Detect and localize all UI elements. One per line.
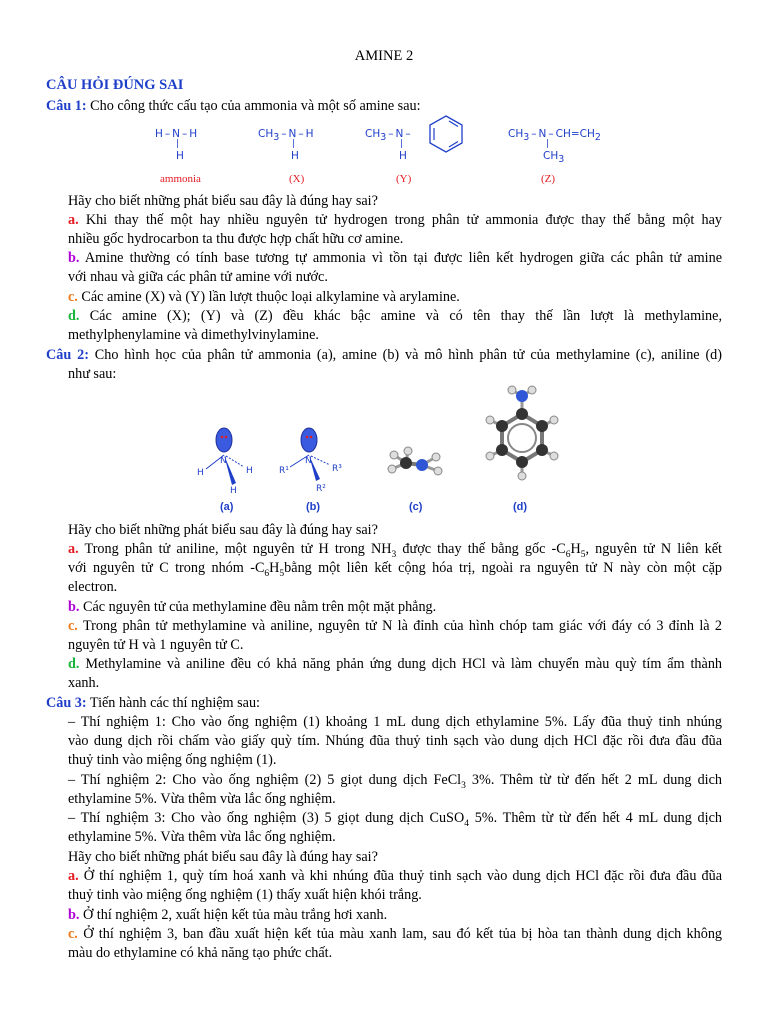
label-x: (X)	[289, 173, 305, 185]
q3-option-a-cont: thuỷ tinh vào miệng ống nghiệm (1) thấy xuất hiện khói trắng.	[68, 887, 422, 903]
q3-option-c-cont: màu do ethylamine có khả năng tạo phức chất.	[68, 945, 333, 961]
q3-experiment-1: – Thí nghiệm 1: Cho vào ống nghiệm (1) khoảng 1 mL dung dịch ethylamine 5%. Lấy đũa thuỷ tinh nhúng	[68, 714, 722, 730]
q3-experiment-2: – Thí nghiệm 2: Cho vào ống nghiệm (2) 5 giọt dung dịch FeCl$_3$ 3%. Thêm từ từ đến hết 2 mL dung dich	[68, 772, 722, 791]
q3-experiment-2-cont: ethylamine 5%. Vừa thêm vừa lắc ống nghiệm.	[68, 791, 336, 807]
q1-option-a-cont: nhiều gốc hydrocarbon ta thu được hợp chất hữu cơ amine.	[68, 231, 404, 247]
q3-experiment-3-cont: ethylamine 5%. Vừa thêm vừa lắc ống nghiệm.	[68, 829, 336, 845]
figure-label-b: (b)	[306, 501, 321, 513]
svg-text:R³: R³	[332, 464, 342, 474]
svg-text:R²: R²	[316, 484, 326, 494]
q2-option-c: c. Trong phân tử methylamine và aniline, nguyên tử N là đỉnh của hình chóp tam giác với đáy có 3 đỉnh là 2	[68, 618, 722, 634]
question-3: Câu 3: Tiến hành các thí nghiệm sau:	[46, 695, 260, 711]
label-z: (Z)	[541, 173, 556, 185]
document-title: AMINE 2	[354, 48, 414, 64]
q1-option-c: c. Các amine (X) và (Y) lần lượt thuộc loại alkylamine và arylamine.	[68, 289, 460, 305]
question-2: Câu 2: Cho hình học của phân tử ammonia (a), amine (b) và mô hình phân tử của methylamine (c), aniline (d)	[46, 347, 722, 363]
svg-text:N: N	[220, 456, 227, 466]
q1-prompt: Hãy cho biết những phát biểu sau đây là đúng hay sai?	[68, 193, 378, 209]
amine-geometry-figure	[276, 425, 356, 495]
benzene-ring-icon	[426, 114, 466, 154]
q1-option-d-cont: methylphenylamine và dimethylvinylamine.	[68, 327, 319, 343]
q3-experiment-1-cont2: thuỷ tinh vào miệng ống nghiệm (1).	[68, 752, 277, 768]
figure-label-d: (d)	[513, 501, 528, 513]
question-1-label: Câu 1:	[46, 98, 87, 114]
question-3-label: Câu 3:	[46, 695, 87, 711]
section-heading: CÂU HỎI ĐÚNG SAI	[46, 77, 184, 93]
q3-prompt: Hãy cho biết những phát biểu sau đây là đúng hay sai?	[68, 849, 378, 865]
methylamine-model-figure	[384, 445, 448, 481]
q2-option-a-cont2: electron.	[68, 579, 118, 595]
svg-text:H: H	[230, 486, 237, 496]
q2-option-c-cont: nguyên tử H và 1 nguyên tử C.	[68, 637, 244, 653]
q2-option-d: d. Methylamine và aniline đều có khả năng phản ứng dung dịch HCl và làm chuyển màu quỳ tím ẩm thành	[68, 656, 723, 672]
q3-option-c: c. Ở thí nghiệm 3, ban đầu xuất hiện kết tủa màu xanh lam, sau đó kết tủa bị hòa tan thành dung dịch không	[68, 926, 723, 942]
q2-option-a: a. Trong phân tử aniline, một nguyên tử H trong $NH_3$ được thay thế bằng gốc $-C_6H_5$, nguyên tử N liên kết	[68, 541, 722, 560]
ammonia-geometry-figure	[190, 425, 260, 495]
figure-label-a: (a)	[220, 501, 234, 513]
q3-option-b: b. Ở thí nghiệm 2, xuất hiện kết tủa màu trắng hơi xanh.	[68, 907, 388, 923]
figure-label-c: (c)	[409, 501, 423, 513]
question-1	[46, 97, 722, 116]
svg-text:N: N	[305, 456, 312, 466]
question-2-cont: như sau:	[68, 366, 117, 382]
document-page: AMINE 2 CÂU HỎI ĐÚNG SAI Câu 1: Cho công thức cấu tạo của ammonia và một số amine sau: H – N – H | H ammonia $CH_3$ – N – H | H (X) $CH_3$ – N – | H (Y) $CH_3 - N - CH=CH_2$ | $CH_3$ (Z) Hãy cho biết những phát biểu sau đây là đúng hay sai? a. Khi thay thế một hay nhiều nguyên tử hydrogen trong phân tử ammonia được thay thế bằng một hay nhiều gốc hydrocarbon ta thu được hợp chất hữu cơ amine. b. Amine thường có tính base tương tự ammonia vì tồn tại được liên kết hydrogen giữa các phân tử amine với nhau và giữa các phân tử amine với nước. c. Các amine (X) và (Y) lần lượt thuộc loại alkylamine và arylamine. d. Các amine (X); (Y) và (Z) đều khác bậc amine và có tên thay thế lần lượt là methylamine, methylphenylamine và dimethylvinylamine. Câu 2: Cho hình học của phân tử ammonia (a), amine (b) và mô hình phân tử của methylamine (c), aniline (d) như sau: N H H H N R¹ R³ R² (a) (b) (c) (d) Hãy cho biết những phát biểu sau đây là đúng hay sai? a. Trong phân tử aniline, một nguyên tử H trong $NH_3$ được thay thế bằng gốc $-C_6H_5$, nguyên tử N liên kết với nguyên tử C trong nhóm $-C_6H_5bằng$ một liên kết cộng hóa trị, ngoài ra nguyên tử N này còn một cặp electron. b. Các nguyên tử của methylamine đều nằm trên một mặt phẳng. c. Trong phân tử methylamine và aniline, nguyên tử N là đỉnh của hình chóp tam giác với đáy có 3 đỉnh là 2 nguyên tử H và 1 nguyên tử C. d. Methylamine và aniline đều có khả năng phản ứng dung dịch HCl và làm chuyển màu quỳ tím ẩm thành xanh. Câu 3: Tiến hành các thí nghiệm sau: – Thí nghiệm 1: Cho vào ống nghiệm (1) khoảng 1 mL dung dịch ethylamine 5%. Lấy đũa thuỷ tinh nhúng vào dung dịch rồi chấm vào giấy quỳ tím. Nhúng đũa thuỷ tinh sạch vào dung dịch HCl đặc rồi đưa đầu đũa thuỷ tinh vào miệng ống nghiệm (1). – Thí nghiệm 2: Cho vào ống nghiệm (2) 5 giọt dung dịch FeCl$_3$ 3%. Thêm từ từ đến hết 2 mL dung dich ethylamine 5%. Vừa thêm vừa lắc ống nghiệm. – Thí nghiệm 3: Cho vào ống nghiệm (3) 5 giọt dung dịch CuSO$_4$ 5%. Thêm từ từ đến hết 4 mL dung dịch ethylamine 5%. Vừa thêm vừa lắc ống nghiệm. Hãy cho biết những phát biểu sau đây là đúng hay sai? a. Ở thí nghiệm 1, quỳ tím hoá xanh và khi nhúng đũa thuỷ tinh sạch vào dung dịch HCl đặc rồi đưa đầu đũa thuỷ tinh vào miệng ống nghiệm (1) thấy xuất hiện khói trắng. b. Ở thí nghiệm 2, xuất hiện kết tủa màu trắng hơi xanh. c. Ở thí nghiệm 3, ban đầu xuất hiện kết tủa màu xanh lam, sau đó kết tủa bị hòa tan thành dung dịch không màu do ethylamine có khả năng tạo phức chất.	[0, 0, 768, 1024]
q1-option-a: a. Khi thay thế một hay nhiều nguyên tử hydrogen trong phân tử ammonia được thay thế bằng một hay	[68, 212, 722, 228]
svg-text:H: H	[197, 468, 204, 478]
question-2-label: Câu 2:	[46, 347, 89, 363]
aniline-model-figure	[482, 384, 562, 496]
q2-prompt: Hãy cho biết những phát biểu sau đây là đúng hay sai?	[68, 522, 378, 538]
q3-option-a: a. Ở thí nghiệm 1, quỳ tím hoá xanh và khi nhúng đũa thuỷ tinh sạch vào dung dịch HCl đặc rồi đưa đầu đũa	[68, 868, 723, 884]
q2-option-b: b. Các nguyên tử của methylamine đều nằm trên một mặt phẳng.	[68, 599, 437, 615]
q2-option-d-cont: xanh.	[68, 675, 100, 691]
q3-experiment-3: – Thí nghiệm 3: Cho vào ống nghiệm (3) 5 giọt dung dịch CuSO$_4$ 5%. Thêm từ từ đến hết 4 mL dung dịch	[68, 810, 722, 829]
q1-option-d: d. Các amine (X); (Y) và (Z) đều khác bậc amine và có tên thay thế lần lượt là methylamine,	[68, 308, 722, 324]
label-y: (Y)	[396, 173, 412, 185]
label-ammonia: ammonia	[160, 173, 201, 185]
svg-text:R¹: R¹	[279, 466, 289, 476]
q1-option-b-cont: với nhau và giữa các phân tử amine với nước.	[68, 269, 328, 285]
q3-experiment-1-cont: vào dung dịch rồi chấm vào giấy quỳ tím. Nhúng đũa thuỷ tinh sạch vào dung dịch HCl đặc rồi đưa đầu đũa	[68, 733, 722, 749]
question-1-text: Cho công thức cấu tạo của ammonia và một số amine sau:	[86, 98, 421, 114]
svg-text:H: H	[246, 466, 253, 476]
q2-option-a-cont: với nguyên tử C trong nhóm $-C_6H_5bằng$ một liên kết cộng hóa trị, ngoài ra nguyên tử N này còn một cặp	[68, 560, 722, 579]
q1-option-b: b. Amine thường có tính base tương tự ammonia vì tồn tại được liên kết hydrogen giữa các phân tử amine	[68, 250, 722, 266]
